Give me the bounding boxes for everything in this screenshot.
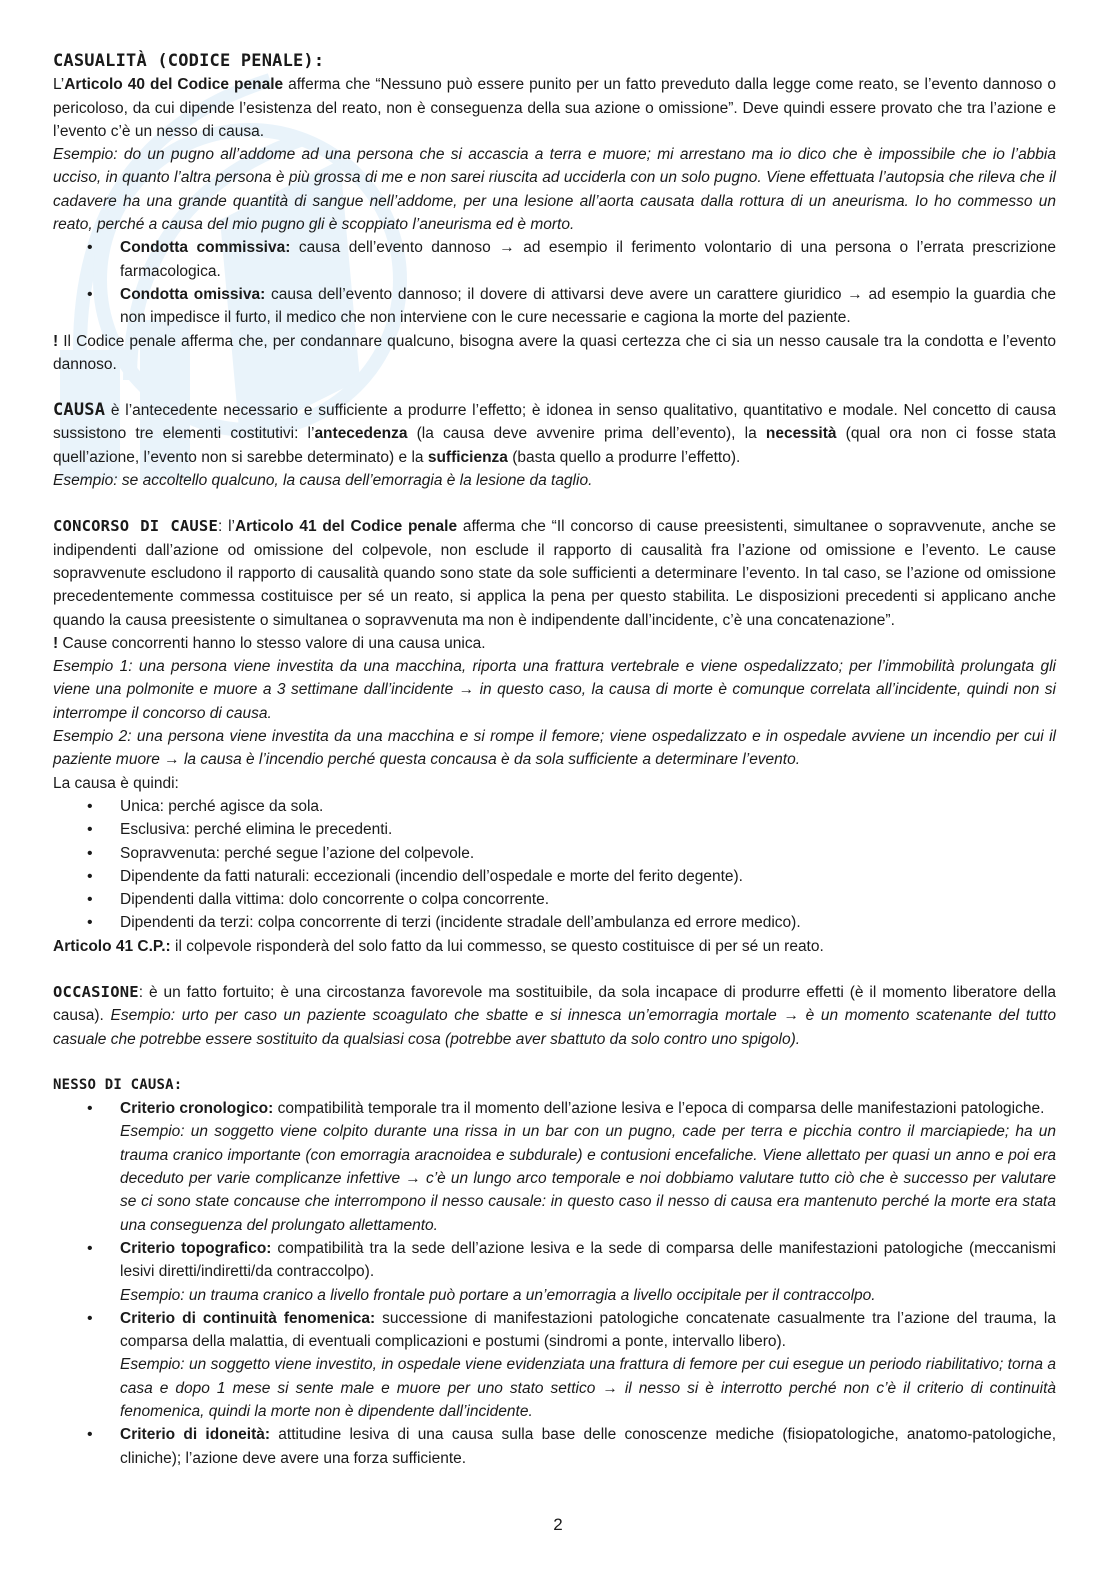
list-item: • Dipendente da fatti naturali: eccezionali (incendio dell’ospedale e morte del ferito degente). (53, 865, 1056, 888)
occasione-paragraph: OCCASIONE: è un fatto fortuito; è una circostanza favorevole ma sostituibile, da sola incapace di produrre effetti (è il momento liberatore della causa). Esempio: urto per caso un paziente scoagulato che sbatte e si innesca un’emorragia mortale → è un momento scatenante del tutto casuale che potrebbe essere sostituito da qualsiasi cosa (potrebbe aver sbattuto da solo contro uno spigolo). (53, 982, 1056, 1048)
heading-occasione: OCCASIONE (53, 982, 139, 1001)
list-item: • Criterio cronologico: compatibilità temporale tra il momento dell’azione lesiva e l’epoca di comparsa delle manifestazioni patologiche. Esempio: un soggetto viene colpito durante una rissa in un bar con un pugno, cade per terra e picchia contro il marciapiede; ha un trauma cranico importante (con emorragia aracnoidea e subdurale) e contusioni encefaliche. Viene allettato per quasi un anno e poi era deceduto per varie complicanze infettive → c’è un lungo arco temporale e noi dobbiamo valutare tutto ciò che è successo per valutare se ci sono state concause che interrompono il nesso causale: in questo caso il nesso di causa era mantenuto perché la morte era stata una conseguenza del prolungato allettamento. (53, 1097, 1056, 1237)
list-item: • Unica: perché agisce da sola. (53, 795, 1056, 818)
list-item: • Criterio di idoneità: attitudine lesiva di una causa sulla base delle conoscenze mediche (fisiopatologiche, anatomo-patologiche, cliniche); l’azione deve avere una forza sufficiente. (53, 1423, 1056, 1470)
concorso-note: ! Cause concorrenti hanno lo stesso valore di una causa unica. (53, 634, 486, 652)
article-41-summary: Articolo 41 C.P.: il colpevole risponderà del solo fatto da lui commesso, se questo costituisce di per sé un reato. (53, 937, 824, 955)
casualita-paragraph: L’Articolo 40 del Codice penale afferma che “Nessuno può essere punito per un fatto preveduto dalla legge come reato, se l’evento dannoso o pericoloso, da cui dipende l’esistenza del reato, non è conseguenza della sua azione o omissione”. Deve quindi essere provato che tra l’azione e l’evento c’è un nesso di causa. (53, 76, 1056, 140)
heading-casualita: CASUALITÀ (CODICE PENALE): (53, 51, 325, 71)
list-item: • Sopravvenuta: perché segue l’azione del colpevole. (53, 842, 1056, 865)
concorso-example-2: Esempio 2: una persona viene investita da una macchina e si rompe il femore; viene ospedalizzato e in ospedale avviene un incendio per cui il paziente muore → la causa è l’incendio perché questa concausa è da sola sufficiente a determinare l’evento. (53, 728, 1056, 769)
list-item: • Dipendenti dalla vittima: dolo concorrente o colpa concorrente. (53, 888, 1056, 911)
casualita-note: ! Il Codice penale afferma che, per condannare qualcuno, bisogna avere la quasi certezza che ci sia un nesso causale tra la condotta e l’evento dannoso. (53, 332, 1056, 373)
concorso-example-1: Esempio 1: una persona viene investita da una macchina, riporta una frattura vertebrale e viene ospedalizzato; per l’immobilità prolungata gli viene una polmonite e muore a 3 settimane dall’incidente → in questo caso, la causa di morte è comunque correlata all’incidente, quindi non si interrompe il concorso di causa. (53, 658, 1056, 722)
casualita-example: Esempio: do un pugno all’addome ad una persona che si accascia a terra e muore; mi arrestano ma io dico che è impossibile che io l’abbia ucciso, in quanto l’altra persona è più grossa di me e non sarei riuscita ad ucciderla con un solo pugno. Viene effettuata l’autopsia che rileva che il cadavere ha una grande quantità di sangue nell’addome, per una lesione all’aorta causata dalla rottura di un aneurisma. Io ho commesso un reato, perché a causa del mio pugno gli è scoppiato l’aneurisma ed è morto. (53, 146, 1056, 234)
document-page (53, 50, 1056, 1470)
list-item: • Condotta omissiva: causa dell’evento dannoso; il dovere di attivarsi deve avere un carattere giuridico → ad esempio la guardia che non impedisce il furto, il medico che non interviene con le cure necessarie e cagiona la morte del paziente. (53, 283, 1056, 330)
list-item: • Esclusiva: perché elimina le precedenti. (53, 818, 1056, 841)
concorso-paragraph: CONCORSO DI CAUSE: l’Articolo 41 del Codice penale afferma che “Il concorso di cause preesistenti, simultanee o sopravvenute, anche se indipendenti dall’azione od omissione del colpevole, non esclude il rapporto di causalità fra l’azione od omissione e l’evento. Le cause sopravvenute escludono il rapporto di causalità quando sono state da sole sufficienti a determinare l’evento. In tal caso, se l’azione od omissione precedentemente commessa costituisce per sé un reato, si applica la pena per questo stabilita. Le disposizioni precedenti si applicano anche quando la causa preesistente o simultanea o sopravvenuta ma non è indipendente dall’incidente, c’è una concatenazione”. (53, 517, 1057, 629)
causa-types-list (53, 795, 1056, 935)
list-item: • Condotta commissiva: causa dell’evento dannoso → ad esempio il ferimento volontario di una persona o l’errata prescrizione farmacologica. (53, 236, 1056, 283)
list-item: • Criterio topografico: compatibilità tra la sede dell’azione lesiva e la sede di comparsa delle manifestazioni patologiche (meccanismi lesivi diretti/indiretti/da contraccolpo). Esempio: un trauma cranico a livello frontale può portare a un’emorragia a livello occipitale per il contraccolpo. (53, 1237, 1056, 1307)
page-number: 2 (553, 1515, 563, 1534)
list-item: • Dipendenti da terzi: colpa concorrente di terzi (incidente stradale dell’ambulanza ed errore medico). (53, 911, 1056, 934)
condotta-list (53, 236, 1056, 329)
article-41-reference: Articolo 41 del Codice penale (234, 518, 458, 536)
article-40-reference: Articolo 40 del Codice penale (64, 76, 284, 94)
nesso-criteria-list (53, 1097, 1056, 1470)
heading-nesso-di-causa: NESSO DI CAUSA: (53, 1076, 183, 1093)
exclamation-icon: ! (53, 332, 59, 350)
causa-paragraph: CAUSA è l’antecedente necessario e sufficiente a produrre l’effetto; è idonea in senso qualitativo, quantitativo e modale. Nel concetto di causa sussistono tre elementi costitutivi: l’antecedenza (la causa deve avvenire prima dell’evento), la necessità (qual ora non ci fosse stata quell’azione, l’evento non si sarebbe determinato) e la sufficienza (basta quello a produrre l’effetto). (53, 400, 1056, 466)
causa-example: Esempio: se accoltello qualcuno, la causa dell’emorragia è la lesione da taglio. (53, 472, 593, 490)
causa-list-intro: La causa è quindi: (53, 774, 179, 792)
exclamation-icon: ! (53, 634, 59, 652)
heading-concorso-di-cause: CONCORSO DI CAUSE (53, 517, 218, 536)
list-item: • Criterio di continuità fenomenica: successione di manifestazioni patologiche concatenate casualmente tra l’azione del trauma, la comparsa della malattia, di eventuali complicazioni e postumi (sindromi a ponte, intervallo libero). Esempio: un soggetto viene investito, in ospedale viene evidenziata una frattura di femore per cui esegue un periodo riabilitativo; torna a casa e dopo 1 mese si sente male e muore per uno stato settico → il nesso si è interrotto perché non c’è il criterio di continuità fenomenica, quindi la morte non è dipendente dall’incidente. (53, 1307, 1056, 1423)
heading-causa: CAUSA (53, 400, 106, 421)
